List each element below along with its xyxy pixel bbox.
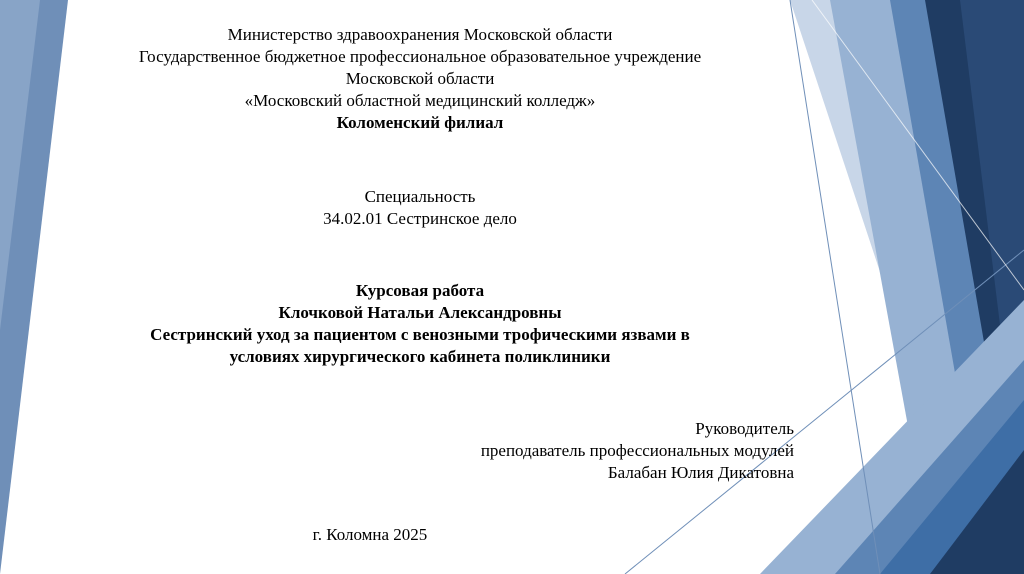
college-text: «Московский областной медицинский колледж» [244, 91, 596, 110]
specialty-label: Специальность [364, 187, 476, 206]
ministry-text: Министерство здравоохранения Московской области [227, 25, 613, 44]
footer-block [240, 524, 500, 546]
city-year: г. Коломна 2025 [312, 525, 428, 544]
work-type: Курсовая работа [355, 281, 485, 300]
work-title-line1: Сестринский уход за пациентом с венозными трофическими язвами в [150, 325, 690, 344]
header-block [60, 24, 780, 134]
specialty-block [60, 186, 780, 230]
work-block [40, 280, 800, 368]
supervisor-position: преподаватель профессиональных модулей [480, 441, 794, 460]
supervisor-name: Балабан Юлия Дикатовна [607, 463, 794, 482]
work-author: Клочковой Натальи Александровны [278, 303, 562, 322]
supervisor-label: Руководитель [695, 419, 794, 438]
work-title-line2: условиях хирургического кабинета поликлиники [229, 347, 611, 366]
branch-text: Коломенский филиал [336, 113, 504, 132]
institution-text-line1: Государственное бюджетное профессиональное образовательное учреждение [138, 47, 702, 66]
specialty-value: 34.02.01 Сестринское дело [323, 209, 517, 228]
institution-text-line2: Московской области [345, 69, 495, 88]
supervisor-block [400, 418, 794, 484]
